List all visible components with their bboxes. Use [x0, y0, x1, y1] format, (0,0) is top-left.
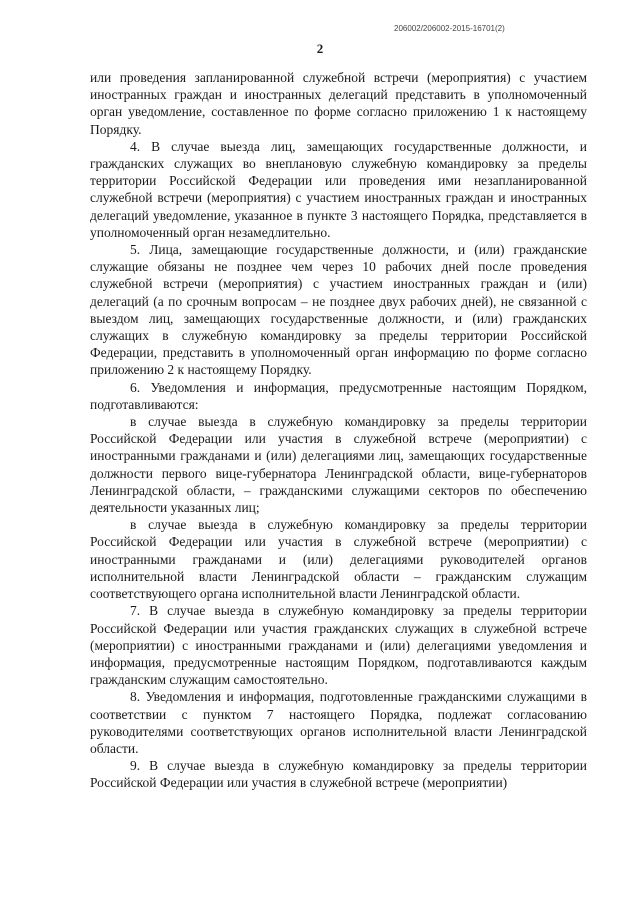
paragraph-3-continuation: или проведения запланированной служебной встречи (мероприятия) с участием иностранных граждан и иностранных делегаций представить в уполномоченный орган уведомление, составленное по форме согласно приложению 1 к настоящему Порядку.	[90, 70, 587, 137]
paragraph-7: 7. В случае выезда в служебную командировку за пределы территории Российской Федерации или участия гражданских служащих в служебной встрече (мероприятии) с иностранными гражданами и (или) делегациями уведомления и информация, предусмотренные настоящим Порядком, подготавливаются каждым гражданским служащим самостоятельно.	[90, 603, 587, 688]
paragraph-5: 5. Лица, замещающие государственные должности, и (или) гражданские служащие обязаны не позднее чем через 10 рабочих дней после проведения служебной встречи (мероприятия) с участием иностранных граждан и (или) делегаций (а по срочным вопросам – не позднее двух рабочих дней), не связанной с выездом лиц, замещающих государственные должности, и (или) гражданских служащих в служебную командировку за пределы территории Российской Федерации, представить в уполномоченный орган информацию по форме согласно приложению 2 к настоящему Порядку.	[90, 242, 587, 378]
paragraph-4: 4. В случае выезда лиц, замещающих государственные должности, и гражданских служащих во внеплановую служебную командировку за пределы территории Российской Федерации или проведения ими незапланированной служебной встречи (мероприятия) с участием иностранных граждан и иностранных делегаций уведомление, указанное в пункте 3 настоящего Порядка, представляется в уполномоченный орган незамедлительно.	[90, 138, 587, 240]
document-body	[90, 69, 587, 792]
paragraph-9: 9. В случае выезда в служебную командировку за пределы территории Российской Федерации или участия в служебной встрече (мероприятии)	[90, 758, 587, 791]
paragraph-8: 8. Уведомления и информация, подготовленные гражданскими служащими в соответствии с пунктом 7 настоящего Порядка, подлежат согласованию руководителями соответствующих органов исполнительной власти Ленинградской области.	[90, 689, 587, 756]
document-id: 206002/206002-2015-16701(2)	[394, 24, 505, 33]
page-number: 2	[316, 41, 324, 56]
paragraph-6-item-1: в случае выезда в служебную командировку за пределы территории Российской Федерации или участия в служебной встрече (мероприятии) с иностранными гражданами и (или) делегациями лиц, замещающих государственные должности первого вице-губернатора Ленинградской области, вице-губернаторов Ленинградской области, – гражданскими служащими секторов по обеспечению деятельности указанных лиц;	[90, 414, 587, 516]
paragraph-6-item-2: в случае выезда в служебную командировку за пределы территории Российской Федерации или участия в служебной встрече (мероприятии) с иностранными гражданами и (или) делегациями руководителей органов исполнительной власти Ленинградской области – гражданским служащим соответствующего органа исполнительной власти Ленинградской области.	[90, 517, 587, 602]
paragraph-6: 6. Уведомления и информация, предусмотренные настоящим Порядком, подготавливаются:	[90, 379, 587, 412]
